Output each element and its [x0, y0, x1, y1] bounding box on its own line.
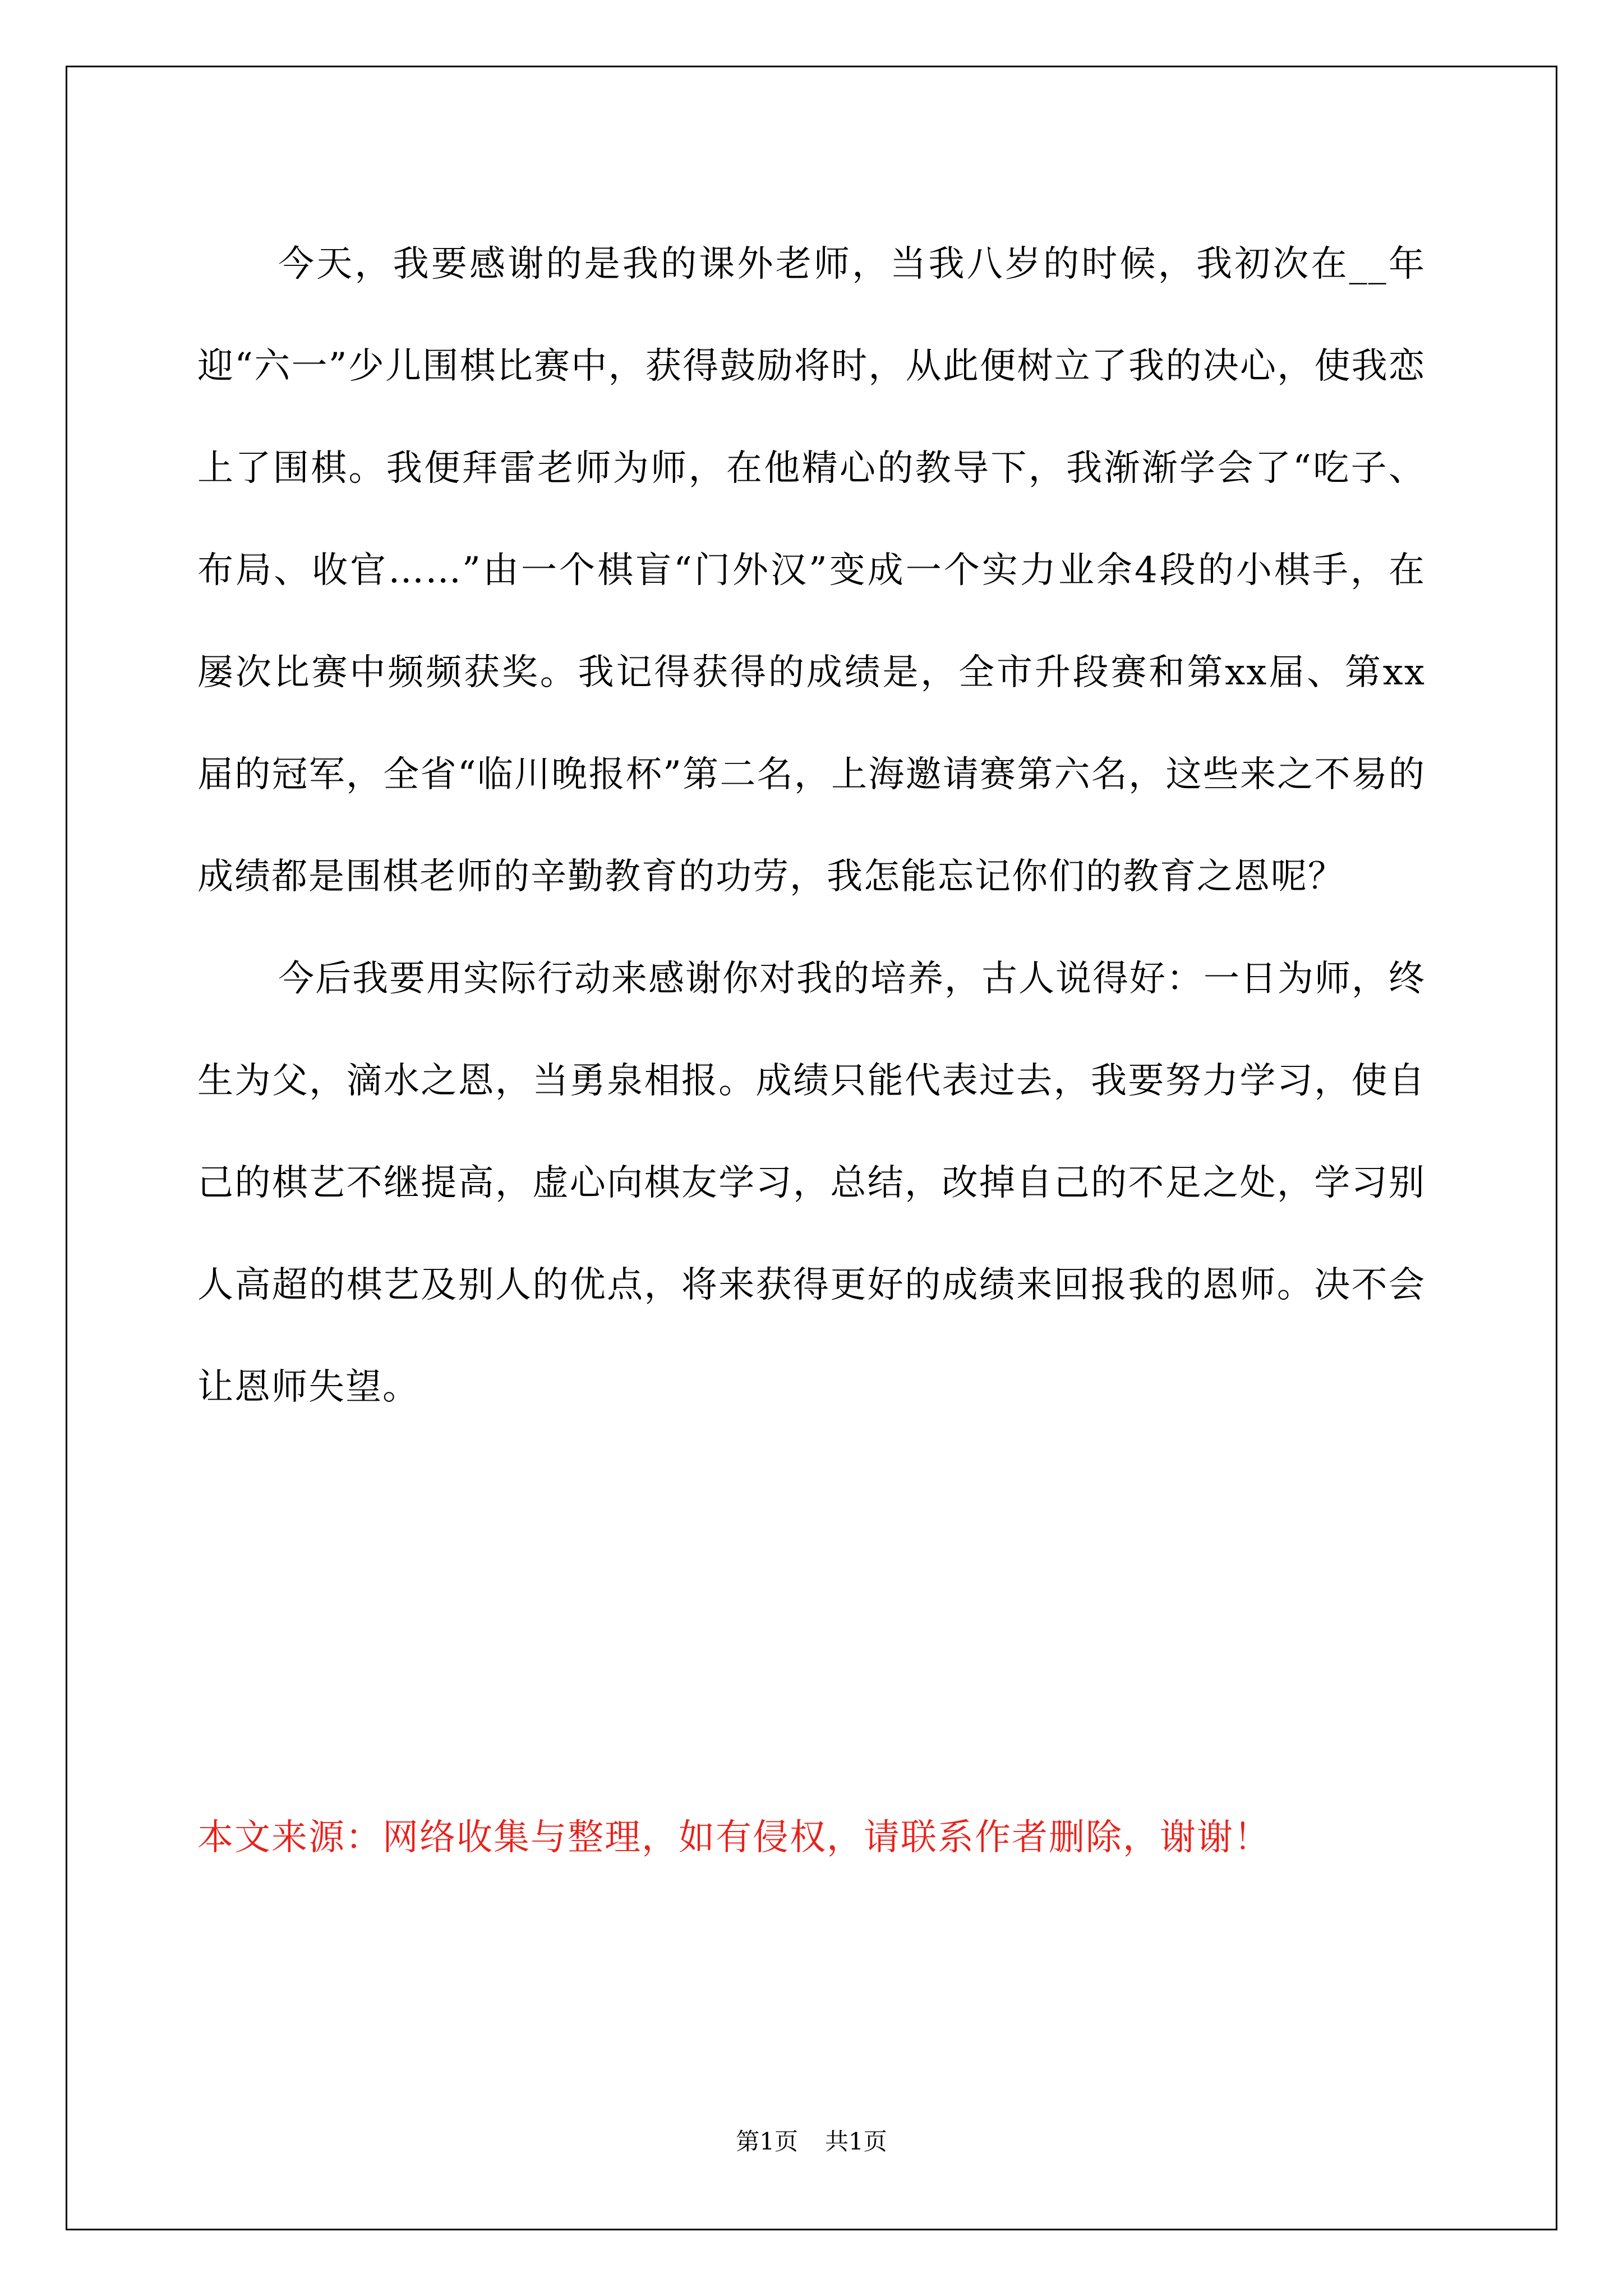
document-body: [197, 213, 1426, 1438]
page-footer: [0, 2125, 1623, 2159]
source-note: 本文来源：网络收集与整理，如有侵权，请联系作者删除，谢谢！: [197, 1817, 1271, 1858]
page-number-total: 共1页: [825, 2128, 887, 2155]
paragraph-2: 今后我要用实际行动来感谢你对我的培养，古人说得好：一日为师，终生为父，滴水之恩，当勇泉相报。成绩只能代表过去，我要努力学习，使自己的棋艺不继提高，虚心向棋友学习，总结，改掉自己的不足之处，学习别人高超的棋艺及别人的优点，将来获得更好的成绩来回报我的恩师。决不会让恩师失望。: [197, 958, 1426, 1408]
page-number-current: 第1页: [736, 2128, 798, 2155]
paragraph-1: 今天，我要感谢的是我的课外老师，当我八岁的时候，我初次在__年迎“六一”少儿围棋比赛中，获得鼓励将时，从此便树立了我的决心，使我恋上了围棋。我便拜雷老师为师，在他精心的教导下，我渐渐学会了“吃子、布局、收官……”由一个棋盲“门外汉”变成一个实力业余4段的小棋手，在屡次比赛中频频获奖。我记得获得的成绩是，全市升段赛和第xx届、第xx届的冠军，全省“临川晚报杯”第二名，上海邀请赛第六名，这些来之不易的成绩都是围棋老师的辛勤教育的功劳，我怎能忘记你们的教育之恩呢？: [197, 243, 1426, 898]
